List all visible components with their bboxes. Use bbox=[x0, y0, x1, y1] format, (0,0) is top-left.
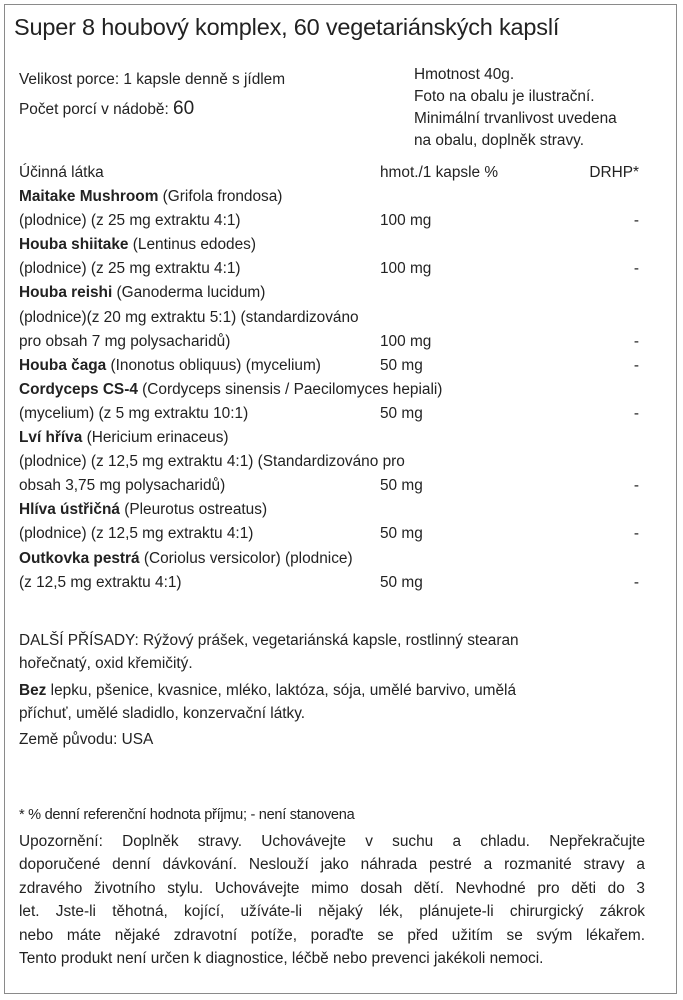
table-row bbox=[19, 284, 643, 308]
serving-size: Velikost porce: 1 kapsle denně s jídlem bbox=[19, 71, 286, 88]
free-from-bold: Bez bbox=[19, 682, 47, 699]
ingredient-cell bbox=[19, 357, 321, 375]
info-line: na obalu, doplněk stravy. bbox=[414, 132, 584, 149]
ingredient-detail: (z 12,5 mg extraktu 4:1) bbox=[19, 573, 182, 591]
amount-cell: 100 mg bbox=[380, 260, 432, 278]
ingredient-detail: pro obsah 7 mg polysacharidů) bbox=[19, 332, 231, 350]
servings-label: Počet porcí v nádobě: bbox=[19, 101, 169, 118]
ingredient-name: Maitake Mushroom bbox=[19, 188, 159, 205]
ingredient-cell bbox=[19, 550, 353, 568]
ingredient-cell bbox=[19, 284, 265, 302]
table-row bbox=[19, 333, 643, 357]
free-from-text: lepku, pšenice, kvasnice, mléko, laktóza, sója, umělé barvivo, umělá bbox=[46, 682, 517, 699]
free-from-line: příchuť, umělé sladidlo, konzervační látky. bbox=[19, 705, 306, 723]
table-row bbox=[19, 550, 643, 574]
table-row bbox=[19, 381, 643, 405]
ingredient-cell bbox=[19, 501, 267, 519]
ingredient-name: Lví hříva bbox=[19, 429, 83, 446]
servings-value: 60 bbox=[173, 98, 195, 119]
ingredient-detail: (Pleurotus ostreatus) bbox=[119, 501, 268, 519]
ingredient-cell bbox=[19, 381, 442, 399]
warning-line: Tento produkt není určen k diagnostice, léčbě nebo prevenci jakékoli nemoci. bbox=[19, 950, 544, 968]
table-row bbox=[19, 525, 643, 549]
table-row bbox=[19, 429, 643, 453]
ingredient-detail: (plodnice) (z 12,5 mg extraktu 4:1) bbox=[19, 525, 254, 543]
warning-line: zdravého životního stylu. Uchovávejte mimo dosah dětí. Nevhodné pro děti do 3 bbox=[19, 879, 645, 897]
ingredient-cell bbox=[19, 333, 230, 351]
drhp-cell: - bbox=[633, 212, 639, 230]
ingredient-cell bbox=[19, 525, 253, 543]
ingredient-detail: (Cordyceps sinensis / Paecilomyces hepiali) bbox=[137, 380, 443, 398]
amount-cell: 50 mg bbox=[380, 404, 423, 422]
table-row bbox=[19, 309, 643, 333]
table-row bbox=[19, 357, 643, 381]
drhp-cell: - bbox=[633, 477, 639, 495]
ingredient-detail: (plodnice)(z 20 mg extraktu 5:1) (standardizováno bbox=[19, 308, 359, 326]
header-ingredient: Účinná látka bbox=[19, 164, 104, 181]
amount-cell: 100 mg bbox=[380, 212, 432, 230]
amount-cell: 50 mg bbox=[380, 477, 423, 495]
ingredient-name: Houba čaga bbox=[19, 356, 107, 374]
free-from-line bbox=[19, 679, 641, 702]
ingredient-detail: (plodnice) (z 25 mg extraktu 4:1) bbox=[19, 260, 241, 278]
ingredient-cell bbox=[19, 260, 241, 278]
ingredient-cell bbox=[19, 429, 229, 447]
warning-line: let. Jste-li těhotná, kojící, užíváte-li nějaký lék, plánujete-li chirurgický zákrok bbox=[19, 903, 645, 921]
drhp-cell: - bbox=[633, 404, 639, 422]
table-row bbox=[19, 236, 643, 260]
amount-cell: 100 mg bbox=[380, 332, 432, 350]
ingredient-cell bbox=[19, 477, 225, 495]
ingredient-name: Houba reishi bbox=[19, 284, 113, 302]
ingredient-detail: (mycelium) (z 5 mg extraktu 10:1) bbox=[19, 404, 249, 422]
header-drhp: DRHP* bbox=[589, 164, 639, 181]
ingredient-detail: (Coriolus versicolor) (plodnice) bbox=[139, 549, 353, 567]
amount-cell: 50 mg bbox=[380, 573, 423, 591]
other-ingredients bbox=[19, 629, 641, 676]
ingredient-cell bbox=[19, 309, 359, 327]
ingredient-name: Cordyceps CS-4 bbox=[19, 380, 138, 398]
servings-per-container bbox=[19, 98, 194, 120]
ingredient-detail: obsah 3,75 mg polysacharidů) bbox=[19, 477, 226, 495]
ingredient-name: Houba shiitake bbox=[19, 236, 129, 254]
ingredient-name: Hlíva ústřičná bbox=[19, 501, 120, 519]
table-row bbox=[19, 501, 643, 525]
warning-line: Upozornění: Doplněk stravy. Uchovávejte v suchu a chladu. Nepřekračujte bbox=[19, 833, 645, 850]
warning-line: nebo máte nějaké zdravotní potíže, poraďte se před užitím se svým lékařem. bbox=[19, 926, 645, 944]
drhp-cell: - bbox=[633, 356, 639, 374]
free-from bbox=[19, 679, 641, 726]
table-row bbox=[19, 405, 643, 429]
info-block bbox=[414, 64, 617, 152]
ingredient-cell bbox=[19, 188, 282, 206]
table-header bbox=[19, 164, 643, 188]
ingredient-cell bbox=[19, 405, 248, 423]
table-row bbox=[19, 188, 643, 212]
other-ingredients-line: hořečnatý, oxid křemičitý. bbox=[19, 655, 193, 673]
ingredient-detail: (Lentinus edodes) bbox=[128, 236, 256, 254]
country-of-origin: Země původu: USA bbox=[19, 731, 154, 748]
amount-cell: 50 mg bbox=[380, 356, 423, 374]
ingredient-detail: (Ganoderma lucidum) bbox=[112, 284, 266, 302]
ingredient-name: Outkovka pestrá bbox=[19, 549, 140, 567]
product-title: Super 8 houbový komplex, 60 vegetariánských kapslí bbox=[14, 14, 560, 40]
table-row bbox=[19, 574, 643, 598]
table-row bbox=[19, 260, 643, 284]
drhp-cell: - bbox=[633, 573, 639, 591]
ingredient-cell bbox=[19, 574, 182, 592]
ingredient-cell bbox=[19, 212, 241, 230]
header-amount: hmot./1 kapsle % bbox=[380, 164, 499, 181]
info-line: Hmotnost 40g. bbox=[414, 66, 515, 83]
amount-cell: 50 mg bbox=[380, 525, 423, 543]
ingredient-detail: (Hericium erinaceus) bbox=[82, 429, 229, 446]
footnote: * % denní referenční hodnota příjmu; - není stanovena bbox=[19, 807, 355, 823]
table-row bbox=[19, 212, 643, 236]
drhp-cell: - bbox=[633, 260, 639, 278]
warning-text bbox=[19, 830, 645, 970]
ingredient-detail: (plodnice) (z 25 mg extraktu 4:1) bbox=[19, 212, 241, 230]
table-row bbox=[19, 477, 643, 501]
drhp-cell: - bbox=[633, 332, 639, 350]
table-row bbox=[19, 453, 643, 477]
warning-line: doporučené denní dávkování. Neslouží jako náhrada pestré a rozmanité stravy a bbox=[19, 856, 645, 874]
drhp-cell: - bbox=[633, 525, 639, 543]
ingredient-cell bbox=[19, 236, 256, 254]
ingredient-detail: (Grifola frondosa) bbox=[158, 188, 283, 205]
ingredient-detail: (Inonotus obliquus) (mycelium) bbox=[106, 356, 321, 374]
ingredient-detail: (plodnice) (z 12,5 mg extraktu 4:1) (Standardizováno pro bbox=[19, 453, 405, 471]
ingredient-cell bbox=[19, 453, 405, 471]
other-ingredients-line: DALŠÍ PŘÍSADY: Rýžový prášek, vegetariánská kapsle, rostlinný stearan bbox=[19, 632, 519, 649]
info-line: Foto na obalu je ilustrační. bbox=[414, 88, 595, 105]
info-line: Minimální trvanlivost uvedena bbox=[414, 110, 617, 127]
